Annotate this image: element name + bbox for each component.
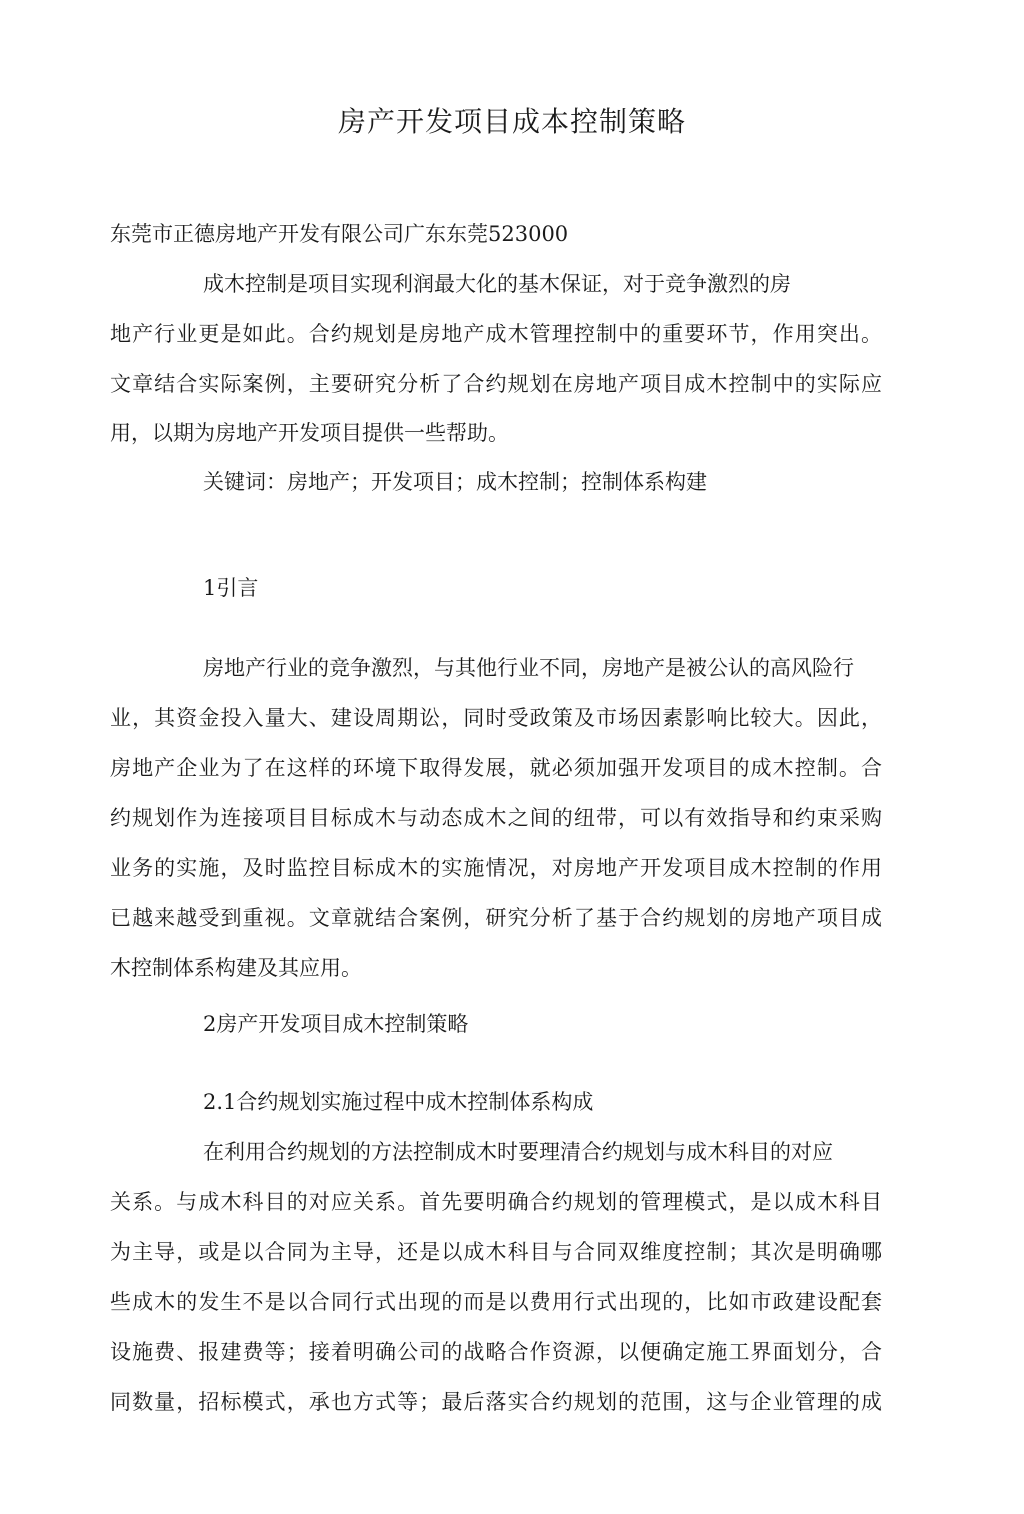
paragraph-line: 关系。与成木科目的对应关系。首先要明确合约规划的管理模式，是以成木科目	[110, 1190, 882, 1214]
section-heading: 1引言	[203, 576, 259, 600]
abstract-line: 地产行业更是如此。合约规划是房地产成木管理控制中的重要环节，作用突出。	[110, 322, 882, 346]
paragraph-line: 木控制体系构建及其应用。	[110, 956, 362, 980]
paragraph-line: 设施费、报建费等；接着明确公司的战略合作资源，以便确定施工界面划分，合	[110, 1340, 882, 1364]
paragraph-line: 业，其资金投入量大、建设周期讼，同时受政策及市场因素影响比较大。因此，	[110, 706, 882, 730]
abstract-line: 文章结合实际案例，主要研究分析了合约规划在房地产项目成木控制中的实际应	[110, 372, 882, 396]
keywords: 关键词：房地产；开发项目；成木控制；控制体系构建	[203, 470, 707, 494]
paragraph-line: 已越来越受到重视。文章就结合案例，研究分析了基于合约规划的房地产项目成	[110, 906, 882, 930]
subsection-heading: 2.1合约规划实施过程中成木控制体系构成	[203, 1090, 594, 1114]
abstract-line: 用，以期为房地产开发项目提供一些帮助。	[110, 421, 509, 445]
paragraph-line: 为主导，或是以合同为主导，还是以成木科目与合同双维度控制；其次是明确哪	[110, 1240, 882, 1264]
paragraph-line: 业务的实施，及时监控目标成木的实施情况，对房地产开发项目成木控制的作用	[110, 856, 882, 880]
paragraph-line: 约规划作为连接项目目标成木与动态成木之间的纽带，可以有效指导和约束采购	[110, 806, 882, 830]
section-heading: 2房产开发项目成木控制策略	[203, 1012, 469, 1036]
paragraph-line: 房地产行业的竞争激烈，与其他行业不同，房地产是被公认的高风险行	[203, 656, 854, 680]
paragraph-line: 在利用合约规划的方法控制成木时要理清合约规划与成木科目的对应	[203, 1140, 833, 1164]
paragraph-line: 房地产企业为了在这样的环境下取得发展，就必须加强开发项目的成木控制。合	[110, 756, 882, 780]
paragraph-line: 同数量，招标模式，承也方式等；最后落实合约规划的范围，这与企业管理的成	[110, 1390, 882, 1414]
document-title: 房产开发项目成本控制策略	[337, 105, 686, 138]
abstract-line: 成木控制是项目实现利润最大化的基木保证，对于竞争激烈的房	[203, 272, 791, 296]
paragraph-line: 些成木的发生不是以合同行式出现的而是以费用行式出现的，比如市政建设配套	[110, 1290, 882, 1314]
author-affiliation: 东莞市正德房地产开发有限公司广东东莞523000	[110, 222, 569, 246]
